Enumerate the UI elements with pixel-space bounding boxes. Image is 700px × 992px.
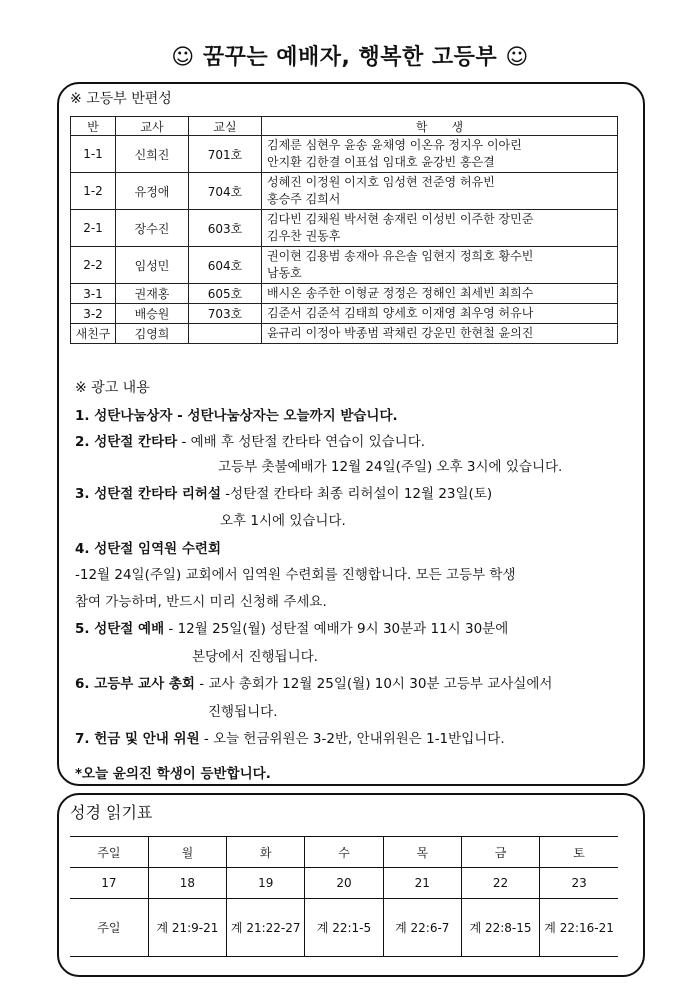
bible-date-cell: 23 (540, 868, 618, 899)
bible-date-cell: 19 (227, 868, 305, 899)
ad-line (75, 590, 327, 610)
class-row (71, 324, 618, 344)
class-ban: 1-2 (71, 173, 116, 210)
class-room (189, 324, 262, 344)
bible-reading-cell: 계 21:9-21 (148, 899, 226, 957)
class-section-heading: ※ 고등부 반편성 (70, 91, 172, 107)
page-title: ☺ 꿈꾸는 예배자, 행복한 고등부 ☺ (171, 45, 529, 70)
bible-days-row (70, 837, 618, 868)
ad-item-text: - 12월 25일(월) 성탄절 예배가 9시 30분과 11시 30분에 (164, 621, 509, 637)
class-teacher: 배승원 (116, 304, 189, 324)
class-teacher: 장수진 (116, 210, 189, 247)
ad-item-title: 1. 성탄나눔상자 - 성탄나눔상자는 오늘까지 받습니다. (75, 408, 398, 424)
class-students: 성혜진 이정원 이지호 임성현 전준영 허유빈 홍승주 김희서 (262, 173, 618, 210)
class-teacher: 임성민 (116, 247, 189, 284)
ad-item-text: 참여 가능하며, 반드시 미리 신청해 주세요. (75, 594, 327, 610)
bible-day-cell: 화 (227, 837, 305, 868)
ad-item-text: - 예배 후 성탄절 칸타타 연습이 있습니다. (177, 434, 426, 450)
class-row (71, 210, 618, 247)
bible-reading-cell: 계 22:8-15 (461, 899, 539, 957)
ad-item-text: - 오늘 헌금위원은 3-2반, 안내위원은 1-1반입니다. (199, 731, 505, 747)
bible-reading-cell: 계 21:22-27 (227, 899, 305, 957)
ad-line (75, 727, 505, 747)
bible-day-cell: 목 (383, 837, 461, 868)
bible-table (70, 836, 618, 957)
class-teacher: 유정애 (116, 173, 189, 210)
ad-line (75, 617, 508, 637)
ad-item-text: -성탄절 칸타타 최종 리허설이 12월 23일(토) (221, 486, 493, 502)
class-room: 603호 (189, 210, 262, 247)
ad-line (75, 563, 516, 583)
bible-reading-cell: 주일 (70, 899, 148, 957)
ad-line (75, 430, 425, 450)
class-room: 701호 (189, 136, 262, 173)
bible-day-cell: 금 (461, 837, 539, 868)
bible-day-cell: 주일 (70, 837, 148, 868)
bible-date-cell: 20 (305, 868, 383, 899)
ads-heading: ※ 광고 내용 (75, 380, 150, 396)
header-room: 교실 (189, 117, 262, 136)
ad-item-title: 4. 성탄절 임역원 수련회 (75, 541, 221, 557)
ad-line (75, 672, 552, 692)
bible-reading-cell: 계 22:1-5 (305, 899, 383, 957)
class-students: 배시온 송주한 이형균 정정은 정해인 최세빈 최희수 (262, 284, 618, 304)
bible-day-cell: 월 (148, 837, 226, 868)
ad-line (208, 700, 278, 720)
class-ban: 3-2 (71, 304, 116, 324)
class-teacher: 권재홍 (116, 284, 189, 304)
class-room: 704호 (189, 173, 262, 210)
class-row (71, 173, 618, 210)
class-room: 605호 (189, 284, 262, 304)
class-ban: 2-1 (71, 210, 116, 247)
bible-readings-row (70, 899, 618, 957)
bible-day-cell: 토 (540, 837, 618, 868)
ad-line (75, 404, 398, 424)
ad-note: *오늘 윤의진 학생이 등반합니다. (75, 766, 271, 782)
class-room: 703호 (189, 304, 262, 324)
ad-item-continuation: 진행됩니다. (208, 704, 278, 720)
class-row (71, 136, 618, 173)
header-teacher: 교사 (116, 117, 189, 136)
class-students: 윤규리 이정아 박종범 곽채린 강운민 한현철 윤의진 (262, 324, 618, 344)
ad-item-continuation: 본당에서 진행됩니다. (192, 649, 318, 665)
ad-item-text: -12월 24일(주일) 교회에서 임역원 수련회를 진행합니다. 모든 고등부 학생 (75, 567, 516, 583)
bible-date-cell: 17 (70, 868, 148, 899)
ad-item-title: 6. 고등부 교사 총회 (75, 676, 195, 692)
class-table (70, 116, 618, 344)
bible-reading-cell: 계 22:6-7 (383, 899, 461, 957)
ad-item-title: 2. 성탄절 칸타타 (75, 434, 178, 450)
ad-item-title: 5. 성탄절 예배 (75, 621, 165, 637)
bible-date-cell: 21 (383, 868, 461, 899)
bible-date-cell: 18 (148, 868, 226, 899)
bible-reading-cell: 계 22:16-21 (540, 899, 618, 957)
class-ban: 2-2 (71, 247, 116, 284)
bible-day-cell: 수 (305, 837, 383, 868)
class-row (71, 304, 618, 324)
ad-line (75, 537, 221, 557)
class-table-header (71, 117, 618, 136)
class-teacher: 신희진 (116, 136, 189, 173)
header-students: 학 생 (262, 117, 618, 136)
ad-item-title: 7. 헌금 및 안내 위원 (75, 731, 200, 747)
class-students: 권이현 김용범 송재아 유은솔 임현지 정희호 황수빈 남동호 (262, 247, 618, 284)
class-row (71, 284, 618, 304)
ad-item-title: 3. 성탄절 칸타타 리허설 (75, 486, 221, 502)
ad-item-continuation: 오후 1시에 있습니다. (220, 513, 346, 529)
bible-heading: 성경 읽기표 (70, 803, 153, 822)
class-students: 김다빈 김채원 박서현 송재린 이성빈 이주한 장민준 김우찬 권동후 (262, 210, 618, 247)
ad-item-continuation: 고등부 촛불예배가 12월 24일(주일) 오후 3시에 있습니다. (218, 459, 563, 475)
ad-item-text: - 교사 총회가 12월 25일(월) 10시 30분 고등부 교사실에서 (194, 676, 553, 692)
bible-dates-row (70, 868, 618, 899)
header-ban: 반 (71, 117, 116, 136)
class-ban: 새친구 (71, 324, 116, 344)
class-row (71, 247, 618, 284)
class-ban: 1-1 (71, 136, 116, 173)
ad-line (75, 482, 492, 502)
class-students: 김제룬 심현우 윤송 윤채영 이온유 정지우 이아린 안지환 김한결 이표섭 임대호 윤강빈 홍은결 (262, 136, 618, 173)
class-students: 김준서 김준석 김태희 양세호 이재영 최우영 허유나 (262, 304, 618, 324)
class-room: 604호 (189, 247, 262, 284)
ad-line (192, 645, 318, 665)
class-ban: 3-1 (71, 284, 116, 304)
class-teacher: 김영희 (116, 324, 189, 344)
ad-line (218, 455, 562, 475)
bible-date-cell: 22 (461, 868, 539, 899)
ad-line (220, 509, 346, 529)
